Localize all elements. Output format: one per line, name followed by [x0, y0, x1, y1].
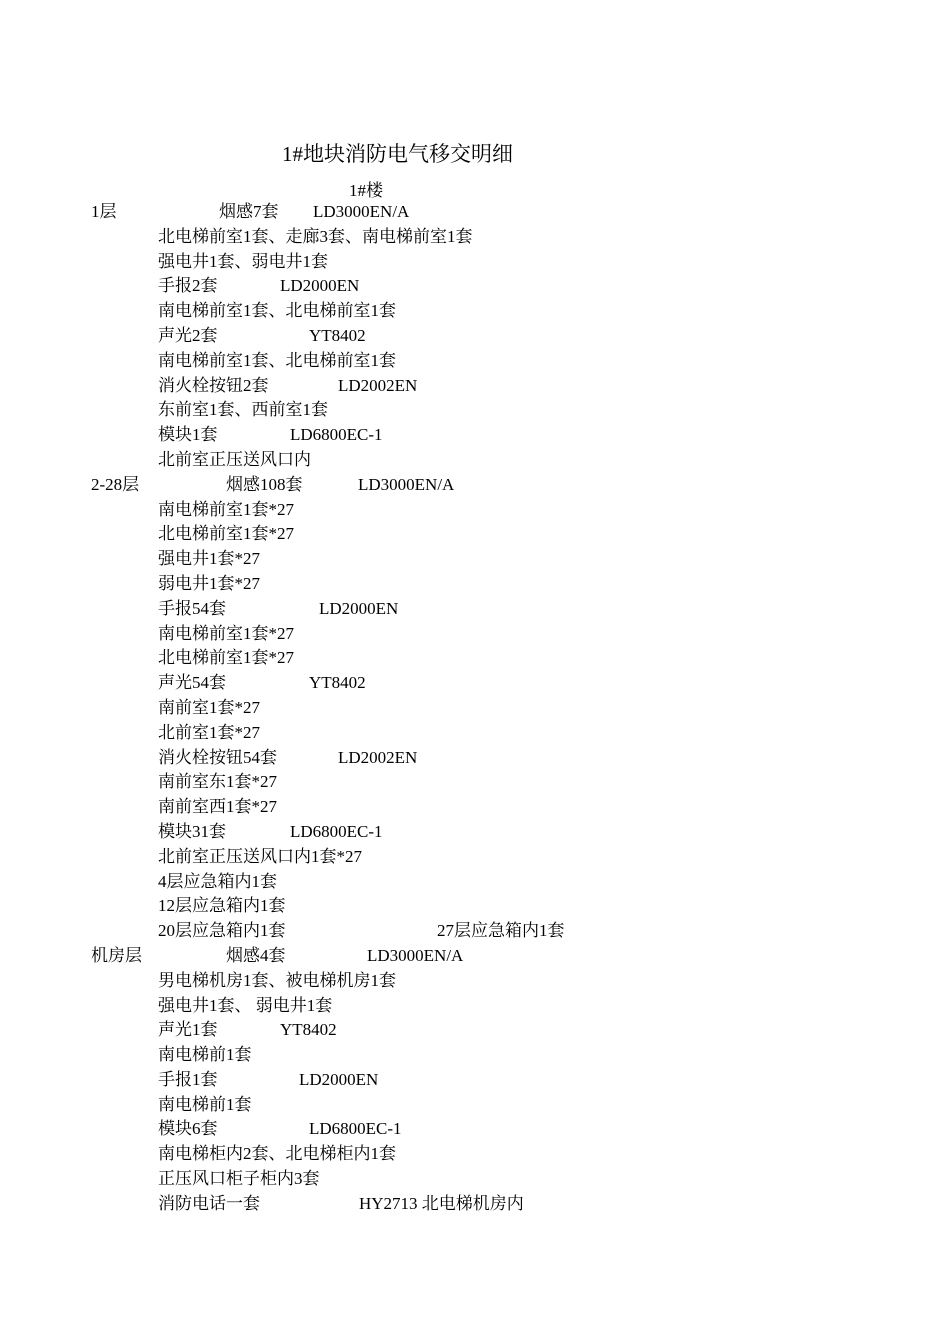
list-row — [0, 473, 950, 498]
row-cell: 手报54套 — [158, 598, 226, 618]
row-cell: 声光54套 — [158, 673, 226, 693]
row-cell: 1层 — [91, 202, 117, 221]
row-cell: LD6800EC-1 — [290, 425, 383, 445]
row-cell: 声光2套 — [158, 325, 218, 345]
list-row — [0, 845, 950, 870]
list-row — [0, 1093, 950, 1118]
list-row — [0, 770, 950, 795]
list-row — [0, 349, 950, 374]
row-cell: 12层应急箱内1套 — [158, 896, 286, 916]
list-row — [0, 820, 950, 845]
row-cell: LD2002EN — [338, 375, 418, 395]
row-cell: 模块31套 — [158, 821, 226, 841]
row-cell: 强电井1套、弱电井1套 — [158, 251, 328, 271]
row-cell: 模块6套 — [158, 1119, 218, 1139]
list-row — [0, 1117, 950, 1142]
row-cell: 北前室正压送风口内1套*27 — [158, 846, 362, 866]
row-cell: 南电梯前室1套、北电梯前室1套 — [158, 301, 396, 321]
list-row — [0, 795, 950, 820]
list-row — [0, 622, 950, 647]
row-cell: YT8402 — [280, 1020, 337, 1040]
list-row — [0, 746, 950, 771]
row-cell: 南前室1套*27 — [158, 697, 260, 717]
list-row — [0, 919, 950, 944]
row-cell: 强电井1套*27 — [158, 549, 260, 569]
row-cell: 南前室东1套*27 — [158, 772, 277, 792]
list-row — [0, 994, 950, 1019]
row-cell: 烟感108套 — [226, 474, 303, 494]
row-cell: 北前室1套*27 — [158, 722, 260, 742]
document-title: 1#地块消防电气移交明细 — [282, 142, 513, 166]
list-row — [0, 969, 950, 994]
list-row — [0, 374, 950, 399]
row-cell: LD3000EN/A — [313, 202, 410, 221]
list-row — [0, 597, 950, 622]
list-row — [0, 1142, 950, 1167]
list-row — [0, 1192, 950, 1217]
row-cell: YT8402 — [309, 325, 366, 345]
row-cell: 南电梯前室1套、北电梯前室1套 — [158, 350, 396, 370]
row-cell: 模块1套 — [158, 425, 218, 445]
list-row — [0, 200, 950, 225]
list-row — [0, 944, 950, 969]
list-row — [0, 870, 950, 895]
row-cell: 机房层 — [91, 945, 142, 965]
list-row — [0, 1167, 950, 1192]
row-cell: 男电梯机房1套、被电梯机房1套 — [158, 970, 396, 990]
list-row — [0, 1068, 950, 1093]
row-cell: LD2000EN — [280, 276, 360, 296]
row-cell: 南前室西1套*27 — [158, 797, 277, 817]
row-cell: 南电梯柜内2套、北电梯柜内1套 — [158, 1144, 396, 1164]
row-cell: LD3000EN/A — [358, 474, 455, 494]
row-cell: LD6800EC-1 — [309, 1119, 402, 1139]
row-cell: LD6800EC-1 — [290, 821, 383, 841]
row-cell: 北前室正压送风口内 — [158, 449, 311, 469]
row-cell: 北电梯前室1套*27 — [158, 648, 294, 668]
building-heading: 1#楼 — [349, 181, 383, 200]
row-cell: 强电井1套、 弱电井1套 — [158, 995, 333, 1015]
row-cell: 27层应急箱内1套 — [437, 921, 565, 941]
list-row — [0, 423, 950, 448]
list-row — [0, 721, 950, 746]
list-row — [0, 448, 950, 473]
list-row — [0, 696, 950, 721]
row-cell: 声光1套 — [158, 1020, 218, 1040]
list-row — [0, 1043, 950, 1068]
row-cell: LD3000EN/A — [367, 945, 464, 965]
row-cell: LD2002EN — [338, 747, 418, 767]
row-cell: 南电梯前1套 — [158, 1094, 252, 1114]
list-row — [0, 398, 950, 423]
item-list — [0, 200, 950, 1217]
list-row — [0, 522, 950, 547]
row-cell: 烟感4套 — [226, 945, 286, 965]
list-row — [0, 547, 950, 572]
row-cell: 手报2套 — [158, 276, 218, 296]
row-cell: 手报1套 — [158, 1069, 218, 1089]
row-cell: LD2000EN — [319, 598, 399, 618]
row-cell: 北电梯前室1套、走廊3套、南电梯前室1套 — [158, 226, 473, 246]
row-cell: 南电梯前1套 — [158, 1045, 252, 1065]
row-cell: 南电梯前室1套*27 — [158, 623, 294, 643]
list-row — [0, 299, 950, 324]
row-cell: 2-28层 — [91, 474, 140, 494]
row-cell: 南电梯前室1套*27 — [158, 499, 294, 519]
list-row — [0, 646, 950, 671]
list-row — [0, 250, 950, 275]
row-cell: 正压风口柜子柜内3套 — [158, 1169, 320, 1189]
row-cell: YT8402 — [309, 673, 366, 693]
row-cell: HY2713 北电梯机房内 — [359, 1193, 524, 1213]
list-row — [0, 1018, 950, 1043]
row-cell: 北电梯前室1套*27 — [158, 524, 294, 544]
list-row — [0, 894, 950, 919]
row-cell: 烟感7套 — [219, 202, 279, 221]
list-row — [0, 498, 950, 523]
list-row — [0, 324, 950, 349]
list-row — [0, 572, 950, 597]
list-row — [0, 225, 950, 250]
row-cell: 20层应急箱内1套 — [158, 921, 286, 941]
row-cell: 东前室1套、西前室1套 — [158, 400, 328, 420]
list-row — [0, 274, 950, 299]
row-cell: 消防电话一套 — [158, 1193, 260, 1213]
row-cell: 消火栓按钮54套 — [158, 747, 277, 767]
list-row — [0, 671, 950, 696]
row-cell: LD2000EN — [299, 1069, 379, 1089]
row-cell: 4层应急箱内1套 — [158, 871, 277, 891]
row-cell: 消火栓按钮2套 — [158, 375, 269, 395]
row-cell: 弱电井1套*27 — [158, 573, 260, 593]
